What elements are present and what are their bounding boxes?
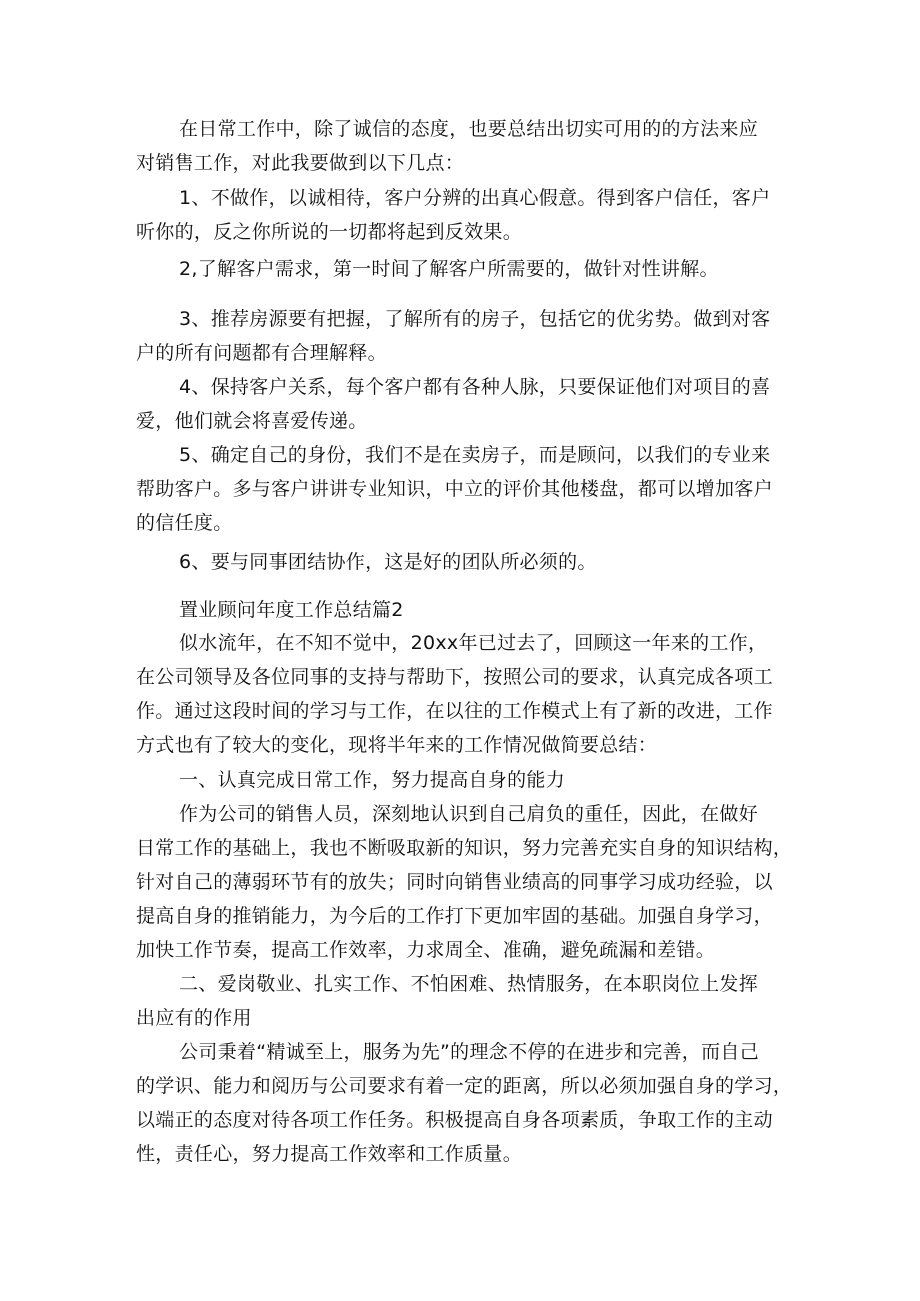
text-line: 以端正的态度对待各项工作任务。积极提高自身各项素质，争取工作的主动	[136, 1109, 773, 1131]
list-item-4	[136, 370, 796, 438]
text-line: 似水流年，在不知不觉中，20xx年已过去了，回顾这一年来的工作，	[179, 632, 768, 654]
text-line: 3、推荐房源要有把握，了解所有的房子，包括它的优劣势。做到对客	[179, 308, 771, 330]
paragraph-1	[136, 797, 796, 967]
list-item-3	[136, 302, 796, 370]
text-line: 爱，他们就会将喜爱传递。	[136, 410, 368, 432]
list-item-6	[136, 545, 796, 579]
text-line: 作。通过这段时间的学习与工作，在以往的工作模式上有了新的改进，工作	[136, 700, 773, 722]
subheading-1	[136, 763, 796, 797]
list-item-1	[136, 181, 796, 249]
text-line: 听你的，反之你所说的一切都将起到反效果。	[136, 221, 523, 243]
subheading: 一、认真完成日常工作，努力提高自身的能力	[179, 769, 566, 791]
text-line: 的学识、能力和阅历与公司要求有着一定的距离，所以必须加强自身的学习，	[136, 1075, 793, 1097]
list-item-5	[136, 438, 796, 540]
text-line: 6、要与同事团结协作，这是好的团队所必须的。	[179, 551, 597, 573]
section2-title	[136, 593, 796, 627]
text-line: 在日常工作中，除了诚信的态度，也要总结出切实可用的的方法来应	[179, 118, 759, 140]
text-line: 日常工作的基础上，我也不断吸取新的知识，努力完善充实自身的知识结构，	[136, 837, 793, 859]
text-line: 5、确定自己的身份，我们不是在卖房子，而是顾问，以我们的专业来	[179, 444, 771, 466]
section2-intro	[136, 626, 796, 762]
text-line: 提高自身的推销能力，为今后的工作打下更加牢固的基础。加强自身学习，	[136, 905, 773, 927]
text-line: 加快工作节奏，提高工作效率，力求周全、准确，避免疏漏和差错。	[136, 939, 716, 961]
text-line: 1、不做作，以诚相待，客户分辨的出真心假意。得到客户信任，客户	[179, 187, 771, 209]
text-line: 性，责任心，努力提高工作效率和工作质量。	[136, 1143, 523, 1165]
section1-intro	[136, 112, 796, 180]
paragraph-2	[136, 1035, 796, 1171]
text-line: 4、保持客户关系，每个客户都有各种人脉，只要保证他们对项目的喜	[179, 376, 771, 398]
section-title: 置业顾问年度工作总结篇2	[179, 599, 404, 621]
list-item-2	[136, 252, 796, 286]
subheading-2	[136, 967, 796, 1035]
text-line: 帮助客户。多与客户讲讲专业知识，中立的评价其他楼盘，都可以增加客户	[136, 478, 773, 500]
text-line: 户的所有问题都有合理解释。	[136, 342, 387, 364]
text-line: 作为公司的销售人员，深刻地认识到自己肩负的重任，因此，在做好	[179, 803, 759, 825]
text-line: 的信任度。	[136, 512, 233, 534]
subheading: 二、爱岗敬业、扎实工作、不怕困难、热情服务，在本职岗位上发挥	[179, 973, 759, 995]
text-line: 在公司领导及各位同事的支持与帮助下，按照公司的要求，认真完成各项工	[136, 666, 773, 688]
text-line: 2,了解客户需求，第一时间了解客户所需要的，做针对性讲解。	[179, 258, 719, 280]
subheading: 出应有的作用	[136, 1007, 252, 1029]
text-line: 公司秉着“精诚至上，服务为先”的理念不停的在进步和完善，而自己	[179, 1041, 759, 1063]
text-line: 方式也有了较大的变化，现将半年来的工作情况做简要总结：	[136, 734, 658, 756]
text-line: 对销售工作，对此我要做到以下几点：	[136, 152, 465, 174]
text-line: 针对自己的薄弱环节有的放失；同时向销售业绩高的同事学习成功经验，以	[136, 871, 773, 893]
